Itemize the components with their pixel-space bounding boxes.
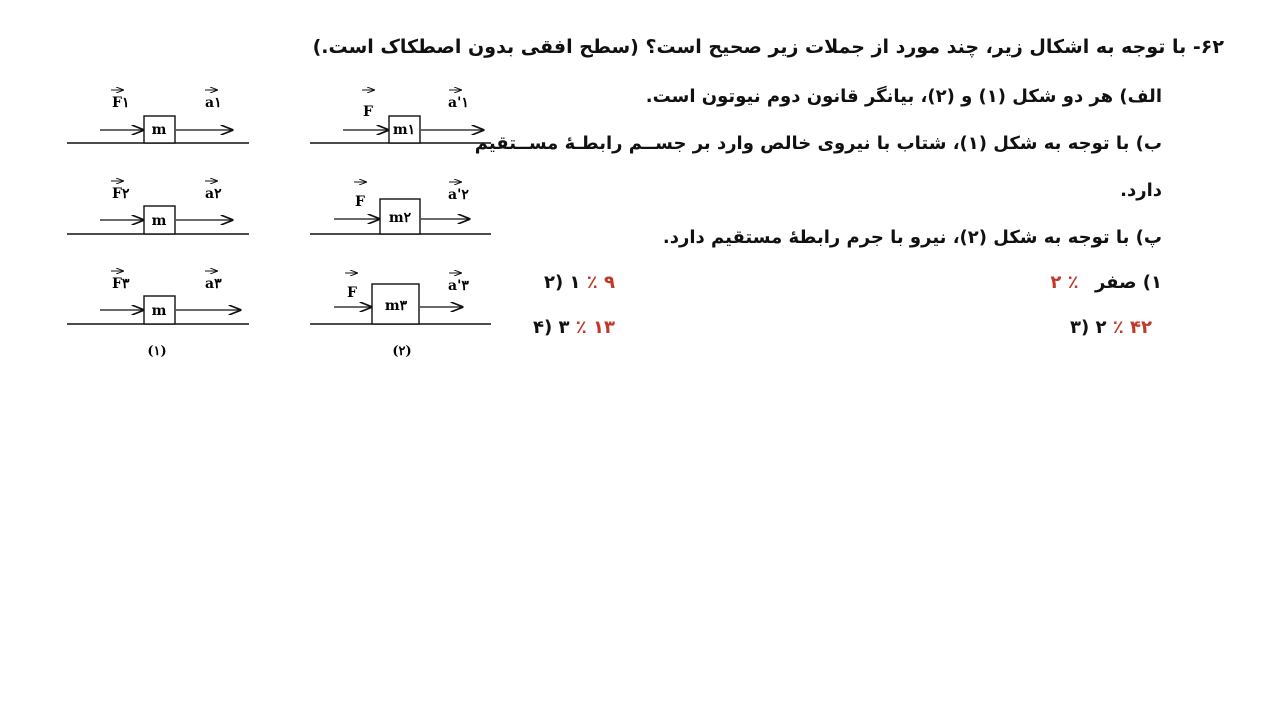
- force-label: F: [347, 285, 357, 301]
- option-2-percent: ٪ ۹: [586, 272, 615, 293]
- force-label: F۱: [112, 95, 130, 111]
- mass-label: m۱: [392, 122, 416, 138]
- fig2-row-3: [310, 273, 491, 324]
- mass-label: m: [151, 122, 167, 138]
- accel-label: a۳: [205, 276, 222, 292]
- mass-label: m۳: [384, 298, 408, 314]
- accel-label: a'۳: [448, 278, 469, 294]
- option-3[interactable]: [1070, 317, 1162, 338]
- option-4[interactable]: [533, 317, 625, 338]
- fig1-row-3: [67, 271, 249, 324]
- force-label: F: [363, 104, 373, 120]
- option-4-percent: ٪ ۱۳: [575, 317, 615, 338]
- force-label: F۳: [112, 276, 130, 292]
- force-diagrams: [0, 0, 520, 380]
- statement-b-line2: دارد.: [1120, 180, 1162, 201]
- fig1-row-1: [67, 90, 249, 143]
- figure-2-caption: (۲): [392, 344, 412, 359]
- force-label: F: [355, 194, 365, 210]
- fig1-row-2: [67, 181, 249, 234]
- question-title: ۶۲- با توجه به اشکال زیر، چند مورد از جملات زیر صحیح است؟ (سطح افقی بدون اصطکاک است.): [312, 36, 1224, 58]
- accel-label: a'۱: [448, 95, 469, 111]
- mass-label: m: [151, 303, 167, 319]
- force-label: F۲: [112, 186, 130, 202]
- mass-label: m۲: [388, 210, 412, 226]
- option-1-percent: ٪ ۲: [1050, 272, 1079, 293]
- fig2-row-1: [310, 90, 491, 143]
- option-2[interactable]: [544, 272, 625, 293]
- mass-label: m: [151, 213, 167, 229]
- option-3-label: ۳) ۲: [1070, 317, 1107, 338]
- statement-a: الف) هر دو شکل (۱) و (۲)، بیانگر قانون دوم نیوتون است.: [645, 86, 1162, 107]
- accel-label: a'۲: [448, 187, 469, 203]
- figure-1: [67, 90, 249, 359]
- option-4-label: ۴) ۳: [533, 317, 570, 338]
- option-2-label: ۲) ۱: [544, 272, 581, 293]
- accel-label: a۱: [205, 95, 222, 111]
- option-3-percent: ٪ ۴۲: [1112, 317, 1152, 338]
- option-1[interactable]: [1050, 272, 1162, 293]
- figure-2: [310, 90, 491, 359]
- accel-label: a۲: [205, 186, 222, 202]
- option-1-label: ۱) صفر: [1094, 272, 1162, 293]
- statement-c: پ) با توجه به شکل (۲)، نیرو با جرم رابطهٔ مستقیم دارد.: [662, 227, 1162, 248]
- fig2-row-2: [310, 182, 491, 234]
- statement-b-line1: ب) با توجه به شکل (۱)، شتاب با نیروی خالص وارد بر جســم رابطـۀ مســتقیم: [474, 133, 1162, 154]
- figure-1-caption: (۱): [147, 344, 167, 359]
